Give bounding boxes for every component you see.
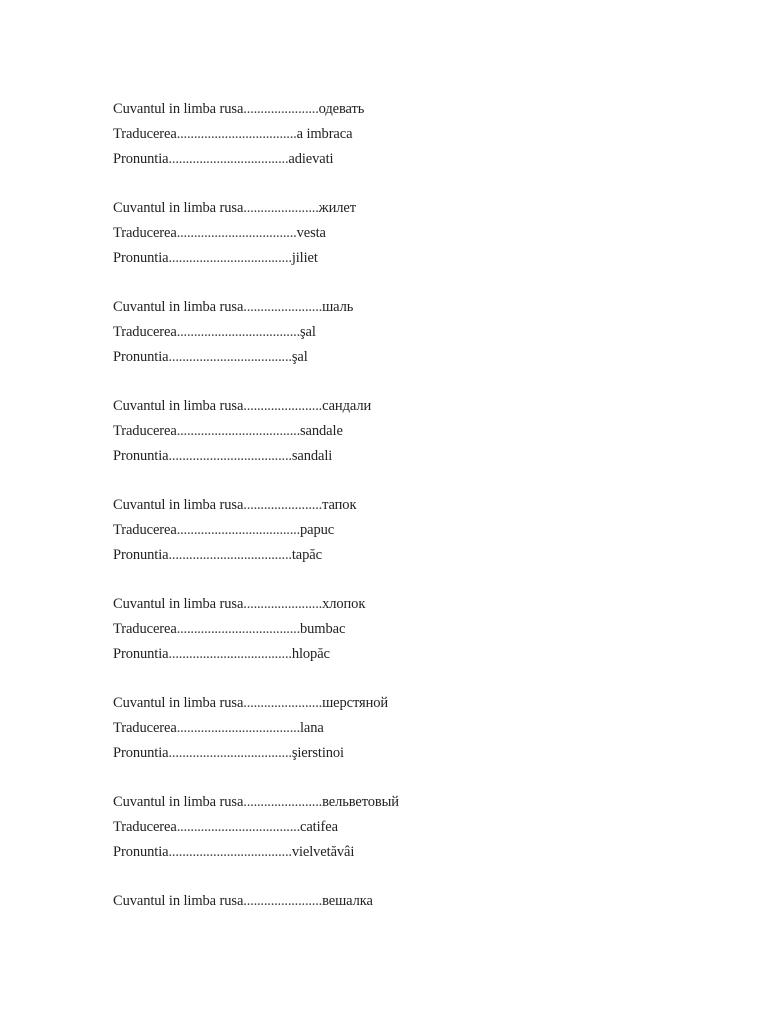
pronunciation-line [113, 543, 673, 568]
vocabulary-entry [113, 97, 673, 172]
translation-value: catifea [300, 819, 338, 835]
pronunciation-line [113, 147, 673, 172]
pronunciation-label: Pronuntia [113, 745, 169, 761]
leader-dots: .................................... [176, 819, 300, 835]
pronunciation-value: şierstinoi [291, 745, 344, 761]
translation-line [113, 518, 673, 543]
pronunciation-label: Pronuntia [113, 349, 169, 365]
translation-line [113, 221, 673, 246]
vocabulary-entry [113, 493, 673, 568]
leader-dots: .................................... [176, 423, 300, 439]
russian-word: одевать [318, 101, 365, 117]
leader-dots: ...................... [243, 101, 319, 117]
word-label: Cuvantul in limba rusa [113, 299, 244, 315]
pronunciation-value: hlopăc [291, 646, 330, 662]
russian-word: жилет [318, 200, 356, 216]
pronunciation-value: adievati [288, 151, 334, 167]
leader-dots: .................................... [168, 448, 292, 464]
leader-dots: ....................... [243, 794, 323, 810]
translation-value: lana [300, 720, 324, 736]
leader-dots: .................................... [168, 745, 292, 761]
vocabulary-entry [113, 295, 673, 370]
pronunciation-label: Pronuntia [113, 250, 169, 266]
pronunciation-line [113, 345, 673, 370]
pronunciation-label: Pronuntia [113, 151, 169, 167]
vocabulary-list [113, 97, 673, 938]
translation-label: Traducerea [113, 423, 177, 439]
pronunciation-line [113, 246, 673, 271]
russian-word-line [113, 592, 673, 617]
pronunciation-line [113, 444, 673, 469]
vocabulary-entry [113, 790, 673, 865]
leader-dots: ....................... [243, 893, 323, 909]
vocabulary-entry [113, 394, 673, 469]
translation-line [113, 716, 673, 741]
word-label: Cuvantul in limba rusa [113, 497, 244, 513]
pronunciation-value: tapăc [291, 547, 322, 563]
pronunciation-line [113, 642, 673, 667]
translation-line [113, 617, 673, 642]
translation-value: bumbac [300, 621, 346, 637]
translation-label: Traducerea [113, 126, 177, 142]
russian-word: тапок [322, 497, 357, 513]
translation-value: papuc [300, 522, 335, 538]
pronunciation-label: Pronuntia [113, 646, 169, 662]
pronunciation-label: Pronuntia [113, 547, 169, 563]
word-label: Cuvantul in limba rusa [113, 200, 244, 216]
pronunciation-line [113, 840, 673, 865]
vocabulary-entry [113, 592, 673, 667]
russian-word-line [113, 394, 673, 419]
pronunciation-label: Pronuntia [113, 844, 169, 860]
russian-word: шерстяной [322, 695, 389, 711]
pronunciation-value: vielvetăvâi [291, 844, 355, 860]
leader-dots: ....................... [243, 695, 323, 711]
leader-dots: ................................... [176, 126, 297, 142]
russian-word: сандали [322, 398, 372, 414]
leader-dots: .................................... [168, 250, 292, 266]
russian-word-line [113, 790, 673, 815]
translation-line [113, 419, 673, 444]
leader-dots: ...................... [243, 200, 319, 216]
vocabulary-entry [113, 889, 673, 914]
pronunciation-value: sandali [291, 448, 333, 464]
translation-value: vesta [296, 225, 326, 241]
translation-line [113, 320, 673, 345]
translation-label: Traducerea [113, 720, 177, 736]
word-label: Cuvantul in limba rusa [113, 893, 244, 909]
leader-dots: ....................... [243, 299, 323, 315]
translation-line [113, 815, 673, 840]
leader-dots: ....................... [243, 596, 323, 612]
russian-word-line [113, 295, 673, 320]
pronunciation-value: jiliet [291, 250, 318, 266]
leader-dots: ................................... [176, 225, 297, 241]
leader-dots: .................................... [168, 844, 292, 860]
translation-label: Traducerea [113, 522, 177, 538]
russian-word-line [113, 889, 673, 914]
russian-word: шаль [322, 299, 354, 315]
translation-label: Traducerea [113, 621, 177, 637]
translation-value: sandale [300, 423, 343, 439]
vocabulary-entry [113, 196, 673, 271]
leader-dots: .................................... [176, 720, 300, 736]
russian-word: хлопок [322, 596, 366, 612]
translation-value: a imbraca [296, 126, 353, 142]
leader-dots: .................................... [176, 621, 300, 637]
translation-label: Traducerea [113, 324, 177, 340]
translation-value: şal [300, 324, 316, 340]
leader-dots: ....................... [243, 497, 323, 513]
leader-dots: .................................... [176, 522, 300, 538]
word-label: Cuvantul in limba rusa [113, 398, 244, 414]
leader-dots: .................................... [168, 547, 292, 563]
russian-word-line [113, 493, 673, 518]
translation-label: Traducerea [113, 819, 177, 835]
russian-word-line [113, 97, 673, 122]
russian-word: вельветовый [322, 794, 399, 810]
russian-word: вешалка [322, 893, 373, 909]
leader-dots: .................................... [168, 646, 292, 662]
pronunciation-value: şal [291, 349, 308, 365]
leader-dots: .................................... [168, 349, 292, 365]
word-label: Cuvantul in limba rusa [113, 695, 244, 711]
word-label: Cuvantul in limba rusa [113, 596, 244, 612]
russian-word-line [113, 691, 673, 716]
leader-dots: ....................... [243, 398, 323, 414]
word-label: Cuvantul in limba rusa [113, 794, 244, 810]
pronunciation-label: Pronuntia [113, 448, 169, 464]
russian-word-line [113, 196, 673, 221]
leader-dots: ................................... [168, 151, 289, 167]
pronunciation-line [113, 741, 673, 766]
translation-line [113, 122, 673, 147]
vocabulary-entry [113, 691, 673, 766]
word-label: Cuvantul in limba rusa [113, 101, 244, 117]
translation-label: Traducerea [113, 225, 177, 241]
leader-dots: .................................... [176, 324, 300, 340]
